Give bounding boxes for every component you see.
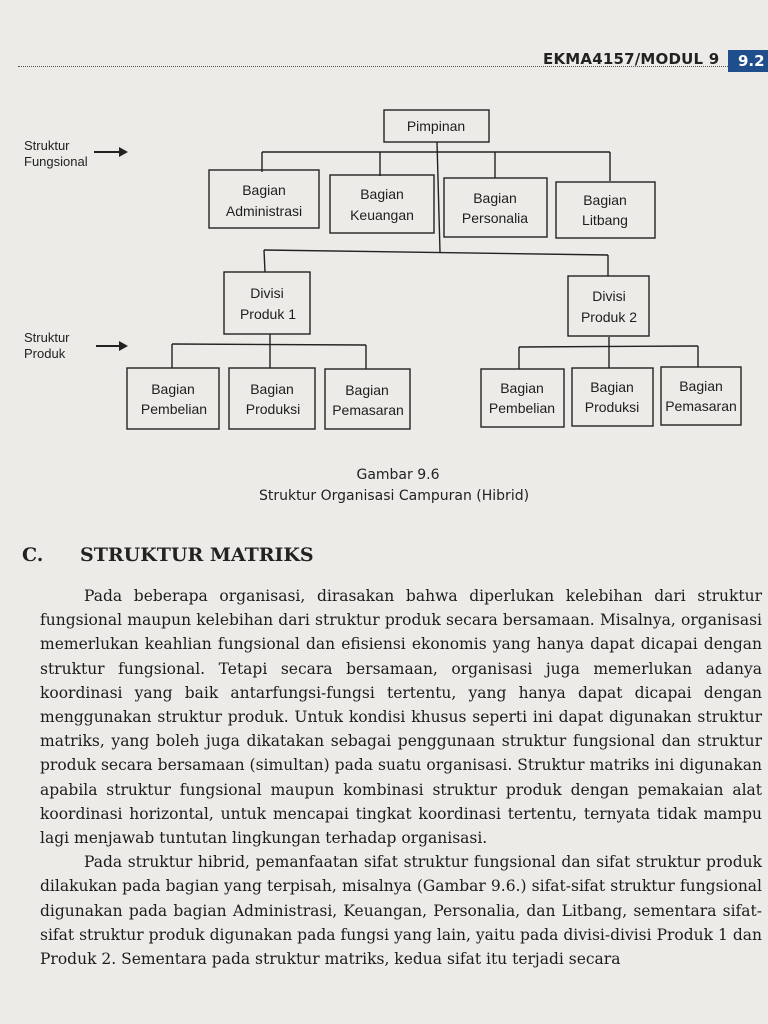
org-node-box <box>229 368 315 429</box>
org-node-box <box>127 368 219 429</box>
node-label: Bagian <box>473 190 517 206</box>
node-label: Produk 2 <box>580 309 638 325</box>
paragraph: Pada struktur hibrid, pemanfaatan sifat struktur fungsional dan sifat struktur produk dilakukan pada bagian yang terpisah, misalnya (Gambar 9.6.) sifat-sifat struktur fungsional digunakan pada bagian Administrasi, Keuangan, Personalia, dan Litbang, sementara sifat-sifat struktur produk digunakan pada fungsi yang lain, yaitu pada divisi-divisi Produk 1 dan Produk 2. Sementara pada struktur matriks, kedua sifat itu terjadi secara <box>40 853 762 969</box>
org-node-box <box>661 367 741 425</box>
org-node-p1-bagian-pemasaran <box>325 369 410 429</box>
org-node-bagian-administrasi <box>209 170 319 228</box>
org-node-pimpinan <box>384 110 489 142</box>
node-label: Bagian <box>583 192 627 208</box>
org-node-bagian-litbang <box>556 182 655 238</box>
org-node-p2-bagian-pembelian <box>481 369 564 427</box>
node-label: Pembelian <box>140 401 208 417</box>
node-label: Pemasaran <box>332 402 404 418</box>
section-title: STRUKTUR MATRIKS <box>80 544 314 566</box>
org-node-divisi-produk-1 <box>224 272 310 334</box>
body-text <box>40 584 762 971</box>
org-node-box <box>444 178 547 237</box>
node-label: Bagian <box>679 378 723 394</box>
node-label: Produksi <box>584 399 640 415</box>
org-node-box <box>572 368 653 426</box>
node-label: Bagian <box>242 182 286 198</box>
org-node-p1-bagian-pembelian <box>127 368 219 429</box>
page-number-badge: 9.2 <box>728 50 768 72</box>
org-node-p1-bagian-produksi <box>229 368 315 429</box>
node-label: Bagian <box>345 382 389 398</box>
org-chart-diagram <box>0 0 768 460</box>
node-label: Pimpinan <box>406 118 466 134</box>
node-label: Administrasi <box>225 203 303 219</box>
org-node-box <box>568 276 649 336</box>
label-line: Fungsional <box>24 154 88 169</box>
module-code: EKMA4157/MODUL 9 <box>543 50 720 68</box>
org-node-box <box>556 182 655 238</box>
connector-line <box>172 344 366 345</box>
org-node-box <box>325 369 410 429</box>
label-line: Struktur <box>24 138 70 153</box>
org-node-p2-bagian-pemasaran <box>661 367 741 425</box>
node-label: Pembelian <box>488 400 556 416</box>
org-node-box <box>224 272 310 334</box>
node-label: Bagian <box>151 381 195 397</box>
node-label: Keuangan <box>350 207 414 223</box>
node-label: Divisi <box>592 288 626 304</box>
figure-number: Gambar 9.6 <box>356 467 440 483</box>
org-node-box <box>481 369 564 427</box>
connector-line <box>264 250 608 255</box>
label-line: Produk <box>24 346 66 361</box>
node-label: Divisi <box>250 285 284 301</box>
org-node-box <box>330 175 434 233</box>
node-label: Bagian <box>360 186 404 202</box>
label-line: Struktur <box>24 330 70 345</box>
node-label: Litbang <box>582 212 628 228</box>
connector-line <box>437 142 440 252</box>
chart-connectors <box>172 142 698 369</box>
node-label: Bagian <box>250 381 294 397</box>
node-label: Bagian <box>590 379 634 395</box>
node-label: Produk 1 <box>239 306 297 322</box>
org-node-p2-bagian-produksi <box>572 368 653 426</box>
connector-line <box>264 250 265 272</box>
node-label: Bagian <box>500 380 544 396</box>
figure-title: Struktur Organisasi Campuran (Hibrid) <box>258 488 530 504</box>
org-node-box <box>209 170 319 228</box>
section-heading <box>22 544 314 566</box>
paragraph: Pada beberapa organisasi, dirasakan bahwa diperlukan kelebihan dari struktur fungsional maupun kelebihan dari struktur produk secara bersamaan. Misalnya, organisasi memerlukan keahlian fungsional dan efisiensi ekonomis yang hanya dapat dicapai dengan struktur fungsional. Tetapi secara bersamaan, organisasi juga memerlukan adanya koordinasi yang baik antarfungsi-fungsi tertentu, yang hanya dapat dicapai dengan menggunakan struktur produk. Untuk kondisi khusus seperti ini dapat digunakan struktur matriks, yang boleh juga dikatakan sebagai penggunaan struktur fungsional dan struktur produk secara bersamaan (simultan) pada suatu organisasi. Struktur matriks ini digunakan apabila struktur fungsional maupun kombinasi struktur produk dengan pemakaian alat koordinasi horizontal, untuk mencapai tingkat koordinasi tertentu, ternyata tidak mampu lagi menjawab tuntutan lingkungan terhadap organisasi. <box>40 587 762 848</box>
node-label: Personalia <box>461 210 529 226</box>
connector-line <box>519 346 698 347</box>
section-letter: C. <box>22 544 44 566</box>
node-label: Produksi <box>245 401 301 417</box>
org-node-divisi-produk-2 <box>568 276 649 336</box>
org-node-bagian-personalia <box>444 178 547 237</box>
org-node-bagian-keuangan <box>330 175 434 233</box>
node-label: Pemasaran <box>665 398 737 414</box>
